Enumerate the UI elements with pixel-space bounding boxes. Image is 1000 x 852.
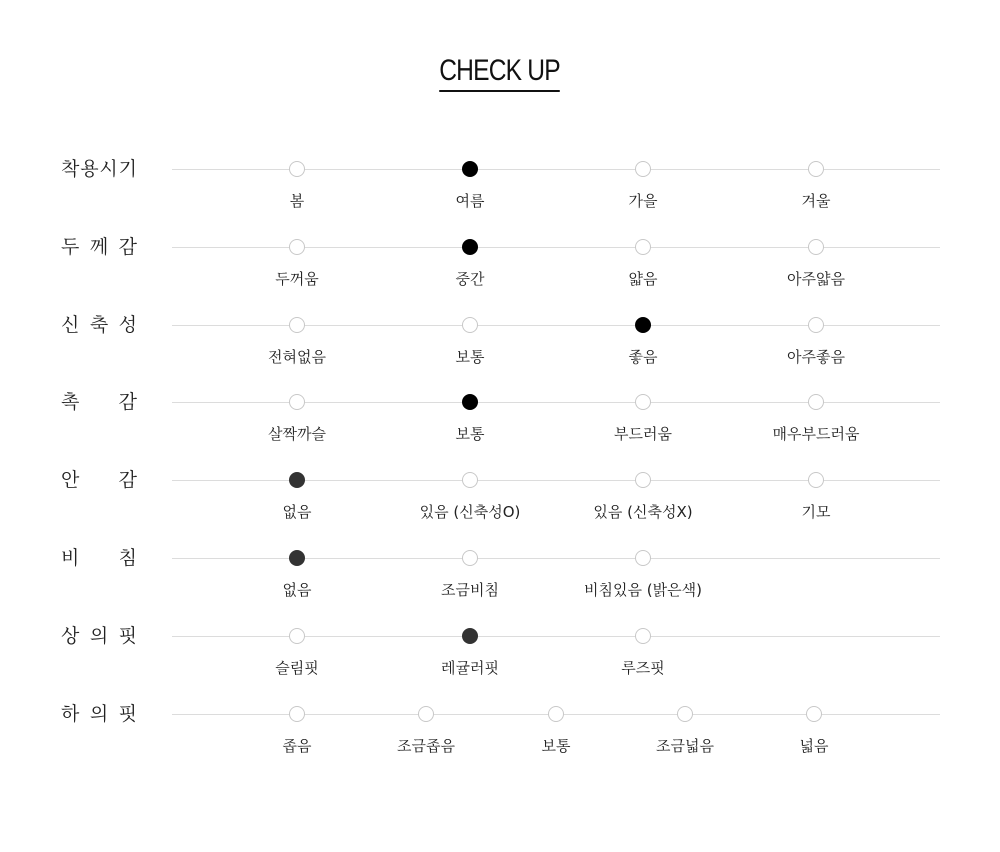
option-label: 레귤러핏 (441, 659, 499, 677)
option-label: 여름 (455, 192, 485, 210)
option-label: 가을 (628, 192, 658, 210)
option-radio (289, 239, 305, 255)
row-label-char: 착 (61, 158, 80, 180)
checkup-row (0, 703, 1000, 784)
option-radio (418, 706, 434, 722)
row-label-char: 성 (118, 314, 137, 336)
option-radio-selected (462, 628, 478, 644)
option-label: 매우부드러움 (772, 425, 860, 443)
option-radio-selected (635, 317, 651, 333)
row-label-char: 감 (118, 236, 137, 258)
option-radio-selected (462, 239, 478, 255)
row-label-char: 시 (99, 158, 118, 180)
option-radio-selected (462, 394, 478, 410)
row-label (61, 467, 137, 493)
row-label (61, 623, 137, 649)
option-label: 비침있음 (밝은색) (584, 581, 702, 599)
row-label (61, 389, 137, 415)
row-divider (172, 247, 940, 248)
option-label: 부드러움 (614, 425, 672, 443)
row-label-char: 두 (61, 236, 80, 258)
option-radio (289, 161, 305, 177)
row-label-char: 의 (89, 625, 109, 647)
row-label (61, 234, 137, 260)
option-radio (635, 394, 651, 410)
option-radio (677, 706, 693, 722)
option-radio (289, 394, 305, 410)
row-label-char: 신 (61, 314, 80, 336)
row-label-char: 용 (80, 158, 99, 180)
option-label: 좁음 (282, 737, 312, 755)
page-title: CHECK UP (440, 52, 561, 92)
row-label (61, 545, 137, 571)
row-label-char: 촉 (61, 391, 80, 413)
checkup-row (0, 391, 1000, 472)
option-radio (635, 472, 651, 488)
option-label: 좋음 (628, 348, 658, 366)
option-radio (635, 550, 651, 566)
option-label: 기모 (801, 503, 831, 521)
option-label: 조금좁음 (397, 737, 455, 755)
option-label: 있음 (신축성O) (419, 503, 521, 521)
option-label: 없음 (282, 503, 312, 521)
row-label-char: 핏 (118, 625, 137, 647)
option-radio (289, 706, 305, 722)
option-radio (635, 239, 651, 255)
row-label-char: 감 (118, 391, 137, 413)
row-label-char: 상 (61, 625, 80, 647)
option-label: 넓음 (799, 737, 829, 755)
option-label: 얇음 (628, 270, 658, 288)
option-label: 전혀없음 (268, 348, 326, 366)
option-radio (635, 161, 651, 177)
row-label-char: 안 (61, 469, 80, 491)
row-label (61, 312, 137, 338)
row-divider (172, 636, 940, 637)
option-radio (289, 317, 305, 333)
option-label: 있음 (신축성X) (593, 503, 693, 521)
row-label-char: 하 (61, 703, 80, 725)
row-label-char: 의 (89, 703, 109, 725)
row-divider (172, 558, 940, 559)
option-radio-selected (289, 472, 305, 488)
option-label: 보통 (455, 348, 485, 366)
option-label: 겨울 (801, 192, 831, 210)
option-label: 두꺼움 (275, 270, 319, 288)
row-label-char: 핏 (118, 703, 137, 725)
option-label: 아주좋음 (787, 348, 845, 366)
option-label: 중간 (455, 270, 485, 288)
row-label-char: 침 (118, 547, 137, 569)
option-radio (548, 706, 564, 722)
row-label-char: 감 (118, 469, 137, 491)
option-radio (462, 472, 478, 488)
option-label: 살짝까슬 (268, 425, 326, 443)
option-radio-selected (289, 550, 305, 566)
option-label: 보통 (455, 425, 485, 443)
row-label (61, 701, 137, 727)
checkup-row (0, 158, 1000, 239)
option-radio (289, 628, 305, 644)
row-divider (172, 402, 940, 403)
option-radio-selected (462, 161, 478, 177)
checkup-row (0, 314, 1000, 395)
option-label: 조금넓음 (656, 737, 714, 755)
page-title-wrap (0, 52, 1000, 92)
option-radio (806, 706, 822, 722)
checkup-row (0, 469, 1000, 550)
option-label: 루즈핏 (621, 659, 665, 677)
row-label-char: 께 (89, 236, 109, 258)
option-label: 없음 (282, 581, 312, 599)
option-label: 슬림핏 (275, 659, 319, 677)
option-radio (462, 550, 478, 566)
option-radio (808, 472, 824, 488)
option-radio (808, 161, 824, 177)
option-label: 봄 (289, 192, 305, 210)
option-radio (635, 628, 651, 644)
row-label-char: 기 (118, 158, 137, 180)
option-label: 조금비침 (441, 581, 499, 599)
option-radio (808, 239, 824, 255)
option-radio (808, 317, 824, 333)
row-label-char: 축 (89, 314, 109, 336)
checkup-row (0, 236, 1000, 317)
option-radio (462, 317, 478, 333)
row-divider (172, 169, 940, 170)
row-divider (172, 480, 940, 481)
row-label (61, 156, 137, 182)
row-label-char: 비 (61, 547, 80, 569)
option-label: 보통 (541, 737, 571, 755)
checkup-row (0, 547, 1000, 628)
option-label: 아주얇음 (787, 270, 845, 288)
row-divider (172, 325, 940, 326)
checkup-row (0, 625, 1000, 706)
option-radio (808, 394, 824, 410)
